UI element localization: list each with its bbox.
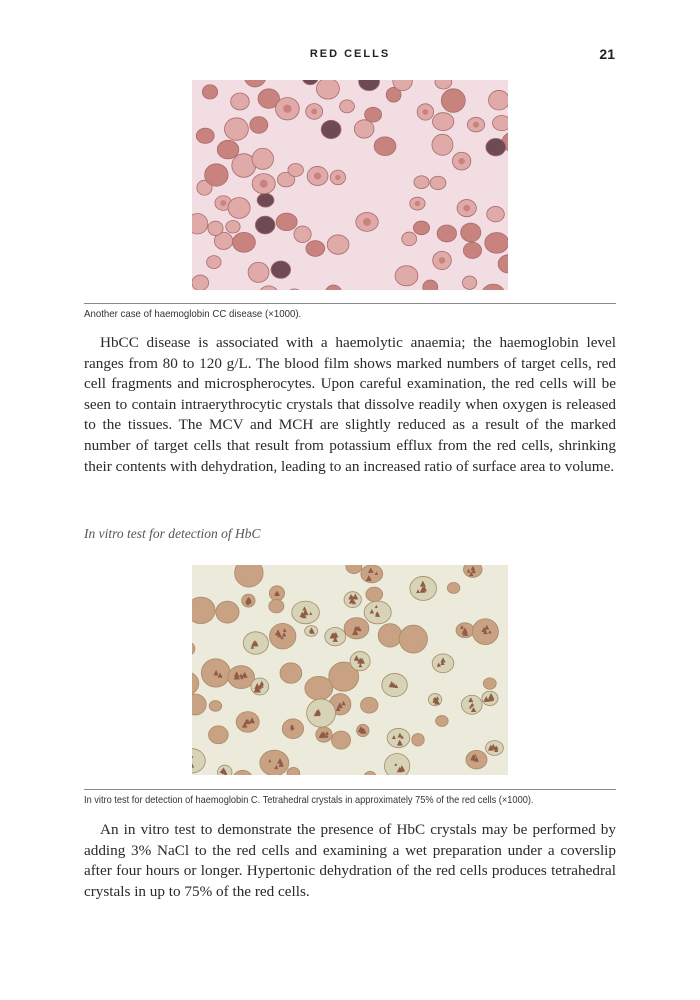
red-cell	[378, 624, 402, 647]
wet-preparation-micrograph-hbc-crystals	[192, 565, 508, 775]
red-cell	[447, 583, 460, 594]
red-cell	[466, 750, 487, 769]
red-cell	[250, 117, 268, 134]
red-cell	[361, 565, 383, 583]
micrograph-image	[192, 80, 508, 290]
red-cell	[251, 678, 269, 695]
red-cell	[325, 627, 346, 645]
red-cell	[316, 80, 339, 99]
red-cell	[350, 652, 370, 671]
red-cell	[192, 275, 209, 290]
red-cell	[321, 120, 341, 138]
page-number: 21	[599, 46, 615, 62]
red-cell	[201, 659, 230, 687]
red-cell	[196, 128, 214, 143]
red-cell	[357, 724, 369, 736]
red-cell	[276, 213, 297, 230]
red-cell	[436, 716, 449, 727]
red-cell	[242, 594, 255, 607]
red-cell	[271, 261, 291, 278]
red-cell	[248, 262, 269, 282]
red-cell	[243, 632, 268, 654]
red-cell	[344, 618, 369, 639]
figure-caption: In vitro test for detection of haemoglobin C. Tetrahedral crystals in approximately 75% of the red cells (×1000).	[84, 794, 534, 806]
red-cell	[233, 232, 256, 252]
red-cell	[433, 251, 452, 269]
red-cell	[288, 164, 303, 177]
red-cell	[486, 741, 504, 756]
red-cell	[354, 120, 374, 138]
running-head	[0, 48, 700, 64]
red-cell	[225, 118, 249, 140]
red-cell	[306, 104, 323, 120]
red-cell	[340, 100, 355, 113]
red-cell	[228, 198, 250, 219]
red-cell	[437, 225, 456, 242]
red-cell	[257, 193, 274, 207]
red-cell	[452, 152, 470, 170]
red-cell	[260, 750, 289, 775]
red-cell	[482, 691, 498, 705]
red-cell	[276, 98, 300, 120]
red-cell	[417, 104, 433, 120]
red-cell	[307, 699, 336, 727]
red-cell	[330, 170, 345, 185]
red-cell	[410, 197, 425, 210]
red-cell	[441, 89, 465, 113]
red-cell	[205, 164, 228, 186]
red-cell	[280, 663, 302, 684]
red-cell	[192, 597, 215, 624]
red-cell	[489, 90, 508, 110]
red-cell	[231, 93, 250, 110]
red-cell	[485, 233, 508, 254]
red-cell	[361, 697, 378, 713]
running-title: RED CELLS	[309, 48, 391, 60]
red-cell	[294, 226, 311, 242]
red-cell	[486, 138, 506, 155]
red-cell	[282, 719, 303, 739]
red-cell	[236, 712, 259, 733]
red-cell	[207, 256, 221, 269]
red-cell	[356, 213, 378, 232]
red-cell	[432, 654, 454, 673]
red-cell	[463, 565, 482, 577]
red-cell	[410, 576, 437, 600]
red-cell	[493, 115, 508, 130]
red-cell	[226, 221, 240, 233]
red-cell	[461, 223, 481, 242]
red-cell	[412, 734, 424, 746]
red-cell	[292, 601, 320, 624]
red-cell	[216, 601, 239, 623]
red-cell	[456, 623, 474, 638]
red-cell	[462, 276, 476, 289]
red-cell	[399, 625, 427, 653]
red-cell	[457, 200, 476, 217]
red-cell	[374, 137, 396, 156]
red-cell	[332, 731, 351, 749]
body-paragraph: HbCC disease is associated with a haemolytic anaemia; the haemoglobin level ranges from 80 to 120 g/L. The blood film shows marked numbers of target cells, red cell fragments and microspherocytes. Upon careful examination, the red cells will be seen to contain intraerythrocytic crystals that dissolve readily when oxygen is released to the tissues. The MCV and MCH are slightly reduced as a result of the marked number of target cells that result from potassium efflux from the red cells, shrinking their contents with dehydration, leading to an increased ratio of surface area to volume.	[84, 334, 616, 475]
red-cell	[364, 601, 391, 624]
red-cell	[208, 221, 223, 235]
red-cell	[432, 134, 453, 155]
figure-caption: Another case of haemoglobin CC disease (×1000).	[84, 308, 302, 320]
red-cell	[217, 140, 239, 159]
red-cell	[269, 586, 284, 601]
red-cell	[209, 701, 221, 712]
red-cell	[463, 242, 481, 258]
red-cell	[269, 600, 284, 613]
red-cell	[387, 728, 410, 747]
red-cell	[414, 176, 429, 189]
red-cell	[316, 727, 332, 742]
red-cell	[402, 232, 417, 246]
red-cell	[461, 695, 482, 714]
red-cell	[209, 726, 229, 744]
red-cell	[432, 113, 453, 131]
red-cell	[252, 148, 273, 169]
red-cell	[306, 241, 325, 257]
red-cell	[307, 166, 328, 185]
red-cell	[327, 235, 349, 254]
red-cell	[366, 587, 383, 601]
caption-rule	[84, 789, 616, 790]
red-cell	[252, 174, 275, 194]
red-cell	[228, 666, 255, 689]
red-cell	[472, 619, 498, 645]
red-cell	[255, 216, 275, 234]
red-cell	[413, 221, 429, 235]
red-cell	[467, 117, 484, 131]
red-cell	[382, 673, 408, 696]
caption-rule	[84, 303, 616, 304]
red-cell	[344, 592, 361, 608]
red-cell	[305, 676, 333, 700]
section-subheading: In vitro test for detection of HbC	[84, 526, 261, 541]
blood-film-micrograph-hbcc	[192, 80, 508, 290]
red-cell	[430, 176, 446, 189]
red-cell	[384, 754, 409, 775]
red-cell	[483, 678, 496, 689]
red-cell	[305, 626, 318, 637]
red-cell	[202, 85, 217, 99]
red-cell	[270, 623, 296, 649]
red-cell	[218, 765, 232, 775]
red-cell	[487, 206, 505, 221]
red-cell	[428, 694, 441, 706]
micrograph-image	[192, 565, 508, 775]
body-paragraph: An in vitro test to demonstrate the presence of HbC crystals may be performed by adding 3% NaCl to the red cells and examining a wet preparation under a coverslip after four hours or longer. Hypertonic dehydration of the red cells produces tetrahedral crystals in up to 75% of the red cells.	[84, 821, 616, 900]
red-cell	[395, 266, 418, 286]
